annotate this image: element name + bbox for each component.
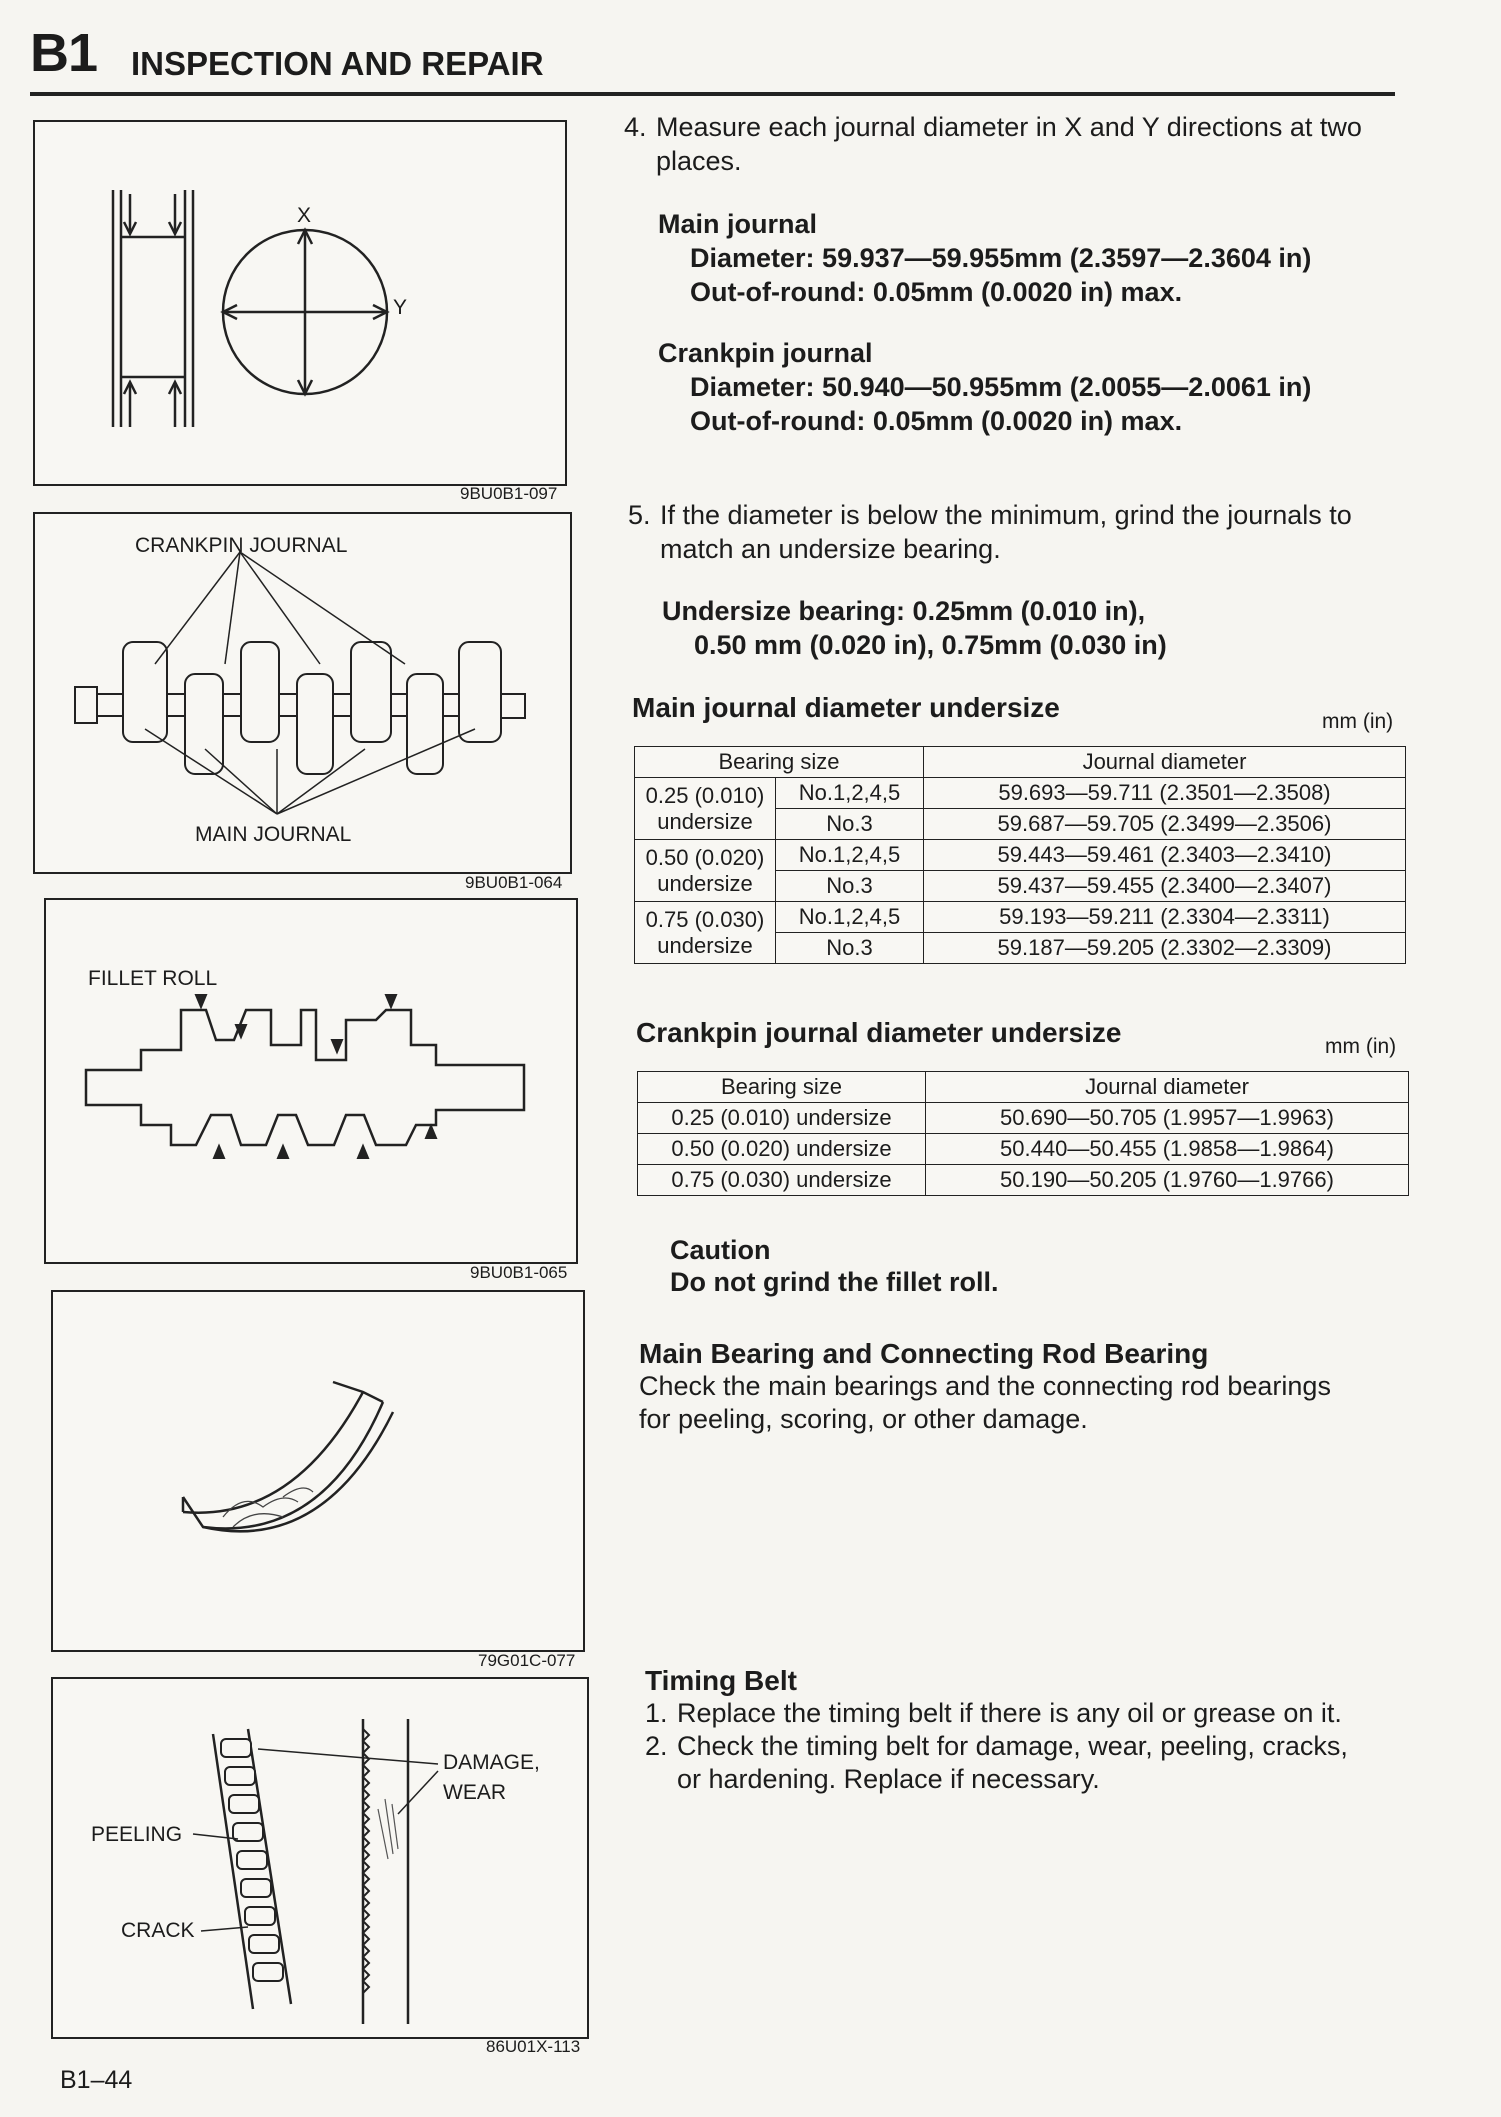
figure-crankshaft-journals xyxy=(33,512,572,874)
main-table-title: Main journal diameter undersize xyxy=(632,692,1060,723)
step-4 xyxy=(624,110,1414,178)
section-title: INSPECTION AND REPAIR xyxy=(131,45,544,82)
header-journal-diameter: Journal diameter xyxy=(926,1072,1409,1103)
diameter-cell: 59.693—59.711 (2.3501—2.3508) xyxy=(924,778,1406,809)
bearing-size-cell: 0.75 (0.030) undersize xyxy=(635,902,776,964)
header-rule xyxy=(30,92,1395,96)
header-journal-diameter: Journal diameter xyxy=(924,747,1406,778)
table-row xyxy=(635,902,1406,933)
main-journal-diameter: Diameter: 59.937—59.955mm (2.3597—2.3604 in) xyxy=(690,243,1312,273)
bearing-size-cell: 0.50 (0.020) undersize xyxy=(635,840,776,902)
crankpin-journal-spec xyxy=(658,336,1311,438)
figure-timing-belt xyxy=(51,1677,589,2039)
item-number: 2. xyxy=(645,1731,668,1761)
step-number: 5. xyxy=(628,500,651,530)
timing-belt-title: Timing Belt xyxy=(645,1665,797,1696)
diameter-cell: 59.437—59.455 (2.3400—2.3407) xyxy=(924,871,1406,902)
figure-code: 79G01C-077 xyxy=(478,1651,576,1670)
item-text: Replace the timing belt if there is any oil or grease on it. xyxy=(677,1698,1342,1728)
main-table-unit: mm (in) xyxy=(1322,710,1394,733)
journal-cell: No.3 xyxy=(776,871,924,902)
crankpin-journal-title: Crankpin journal xyxy=(658,338,873,368)
diameter-cell: 59.687—59.705 (2.3499—2.3506) xyxy=(924,809,1406,840)
journal-cell: No.1,2,4,5 xyxy=(776,840,924,871)
timing-belt-item xyxy=(645,1730,1348,1796)
damage-label: DAMAGE, xyxy=(443,1751,540,1774)
diameter-cell: 59.193—59.211 (2.3304—2.3311) xyxy=(924,902,1406,933)
bearing-section-text: for peeling, scoring, or other damage. xyxy=(639,1404,1088,1434)
step-text: If the diameter is below the minimum, grind the journals to xyxy=(660,500,1352,530)
diameter-cell: 50.690—50.705 (1.9957—1.9963) xyxy=(926,1103,1409,1134)
main-journal-title: Main journal xyxy=(658,209,818,239)
bearing-size-cell: 0.50 (0.020) undersize xyxy=(638,1134,926,1165)
crankshaft-drawing xyxy=(35,514,570,872)
crankpin-journal-diameter: Diameter: 50.940—50.955mm (2.0055—2.0061 in) xyxy=(690,372,1312,402)
step-5 xyxy=(628,498,1418,566)
bearing-size-cell: 0.25 (0.010) undersize xyxy=(635,778,776,840)
table-row xyxy=(638,1165,1409,1196)
figure-code: 9BU0B1-097 xyxy=(460,484,558,503)
main-journal-table xyxy=(634,746,1406,964)
timing-belt-item xyxy=(645,1697,1348,1730)
figure-code: 86U01X-113 xyxy=(486,2037,581,2056)
crankpin-journal-out-of-round: Out-of-round: 0.05mm (0.0020 in) max. xyxy=(690,406,1183,436)
figure-fillet-roll xyxy=(44,898,578,1264)
table-row xyxy=(635,840,1406,871)
caution-block xyxy=(670,1234,998,1298)
figure-bearing xyxy=(51,1290,585,1652)
step-number: 4. xyxy=(624,112,647,142)
figure-code: 9BU0B1-064 xyxy=(465,873,563,892)
diameter-cell: 50.190—50.205 (1.9760—1.9766) xyxy=(926,1165,1409,1196)
x-axis-label: X xyxy=(297,204,312,227)
timing-belt-section xyxy=(645,1665,1348,1796)
caution-title: Caution xyxy=(670,1235,771,1265)
page-number: B1–44 xyxy=(60,2066,133,2094)
timing-belt-drawing xyxy=(53,1679,587,2037)
caution-text: Do not grind the fillet roll. xyxy=(670,1267,999,1297)
fillet-roll-label: FILLET ROLL xyxy=(88,967,218,990)
journal-cell: No.3 xyxy=(776,809,924,840)
undersize-bearing-line: 0.50 mm (0.020 in), 0.75mm (0.030 in) xyxy=(694,630,1167,660)
diameter-cell: 59.187—59.205 (2.3302—2.3309) xyxy=(924,933,1406,964)
header-bearing-size: Bearing size xyxy=(638,1072,926,1103)
bearing-size-cell: 0.25 (0.010) undersize xyxy=(638,1103,926,1134)
step-text: match an undersize bearing. xyxy=(660,534,1001,564)
item-text: or hardening. Replace if necessary. xyxy=(677,1764,1100,1794)
main-journal-spec xyxy=(658,207,1311,309)
undersize-bearing-line: Undersize bearing: 0.25mm (0.010 in), xyxy=(662,596,1146,626)
table-header-row xyxy=(638,1072,1409,1103)
journal-cell: No.1,2,4,5 xyxy=(776,778,924,809)
journal-cell: No.1,2,4,5 xyxy=(776,902,924,933)
diameter-cell: 59.443—59.461 (2.3403—2.3410) xyxy=(924,840,1406,871)
bearing-section-title: Main Bearing and Connecting Rod Bearing xyxy=(639,1338,1209,1369)
section-code: B1 xyxy=(30,23,98,83)
crank-table-unit: mm (in) xyxy=(1325,1035,1397,1058)
table-row xyxy=(638,1103,1409,1134)
fillet-roll-drawing xyxy=(46,900,576,1262)
table-row xyxy=(638,1134,1409,1165)
wear-label: WEAR xyxy=(443,1781,506,1804)
journal-measurement-drawing xyxy=(35,122,565,484)
figure-code: 9BU0B1-065 xyxy=(470,1263,568,1282)
item-text: Check the timing belt for damage, wear, peeling, cracks, xyxy=(677,1731,1348,1761)
figure-journal-measurement xyxy=(33,120,567,486)
bearing-section xyxy=(639,1338,1331,1436)
table-header-row xyxy=(635,747,1406,778)
step-text: Measure each journal diameter in X and Y directions at two xyxy=(656,112,1362,142)
crankpin-journal-label: CRANKPIN JOURNAL xyxy=(135,534,348,557)
diameter-cell: 50.440—50.455 (1.9858—1.9864) xyxy=(926,1134,1409,1165)
crank-table-title: Crankpin journal diameter undersize xyxy=(636,1017,1122,1048)
header-bearing-size: Bearing size xyxy=(635,747,924,778)
journal-cell: No.3 xyxy=(776,933,924,964)
bearing-size-cell: 0.75 (0.030) undersize xyxy=(638,1165,926,1196)
bearing-section-text: Check the main bearings and the connecting rod bearings xyxy=(639,1371,1331,1401)
crankpin-journal-table xyxy=(637,1071,1409,1196)
table-row xyxy=(635,778,1406,809)
peeling-label: PEELING xyxy=(91,1823,183,1846)
main-journal-out-of-round: Out-of-round: 0.05mm (0.0020 in) max. xyxy=(690,277,1183,307)
main-journal-label: MAIN JOURNAL xyxy=(195,823,352,846)
step-text: places. xyxy=(656,146,742,176)
y-axis-label: Y xyxy=(393,296,408,319)
undersize-bearing-spec xyxy=(662,594,1167,662)
bearing-drawing xyxy=(53,1292,583,1650)
item-number: 1. xyxy=(645,1698,668,1728)
crack-label: CRACK xyxy=(121,1919,195,1942)
